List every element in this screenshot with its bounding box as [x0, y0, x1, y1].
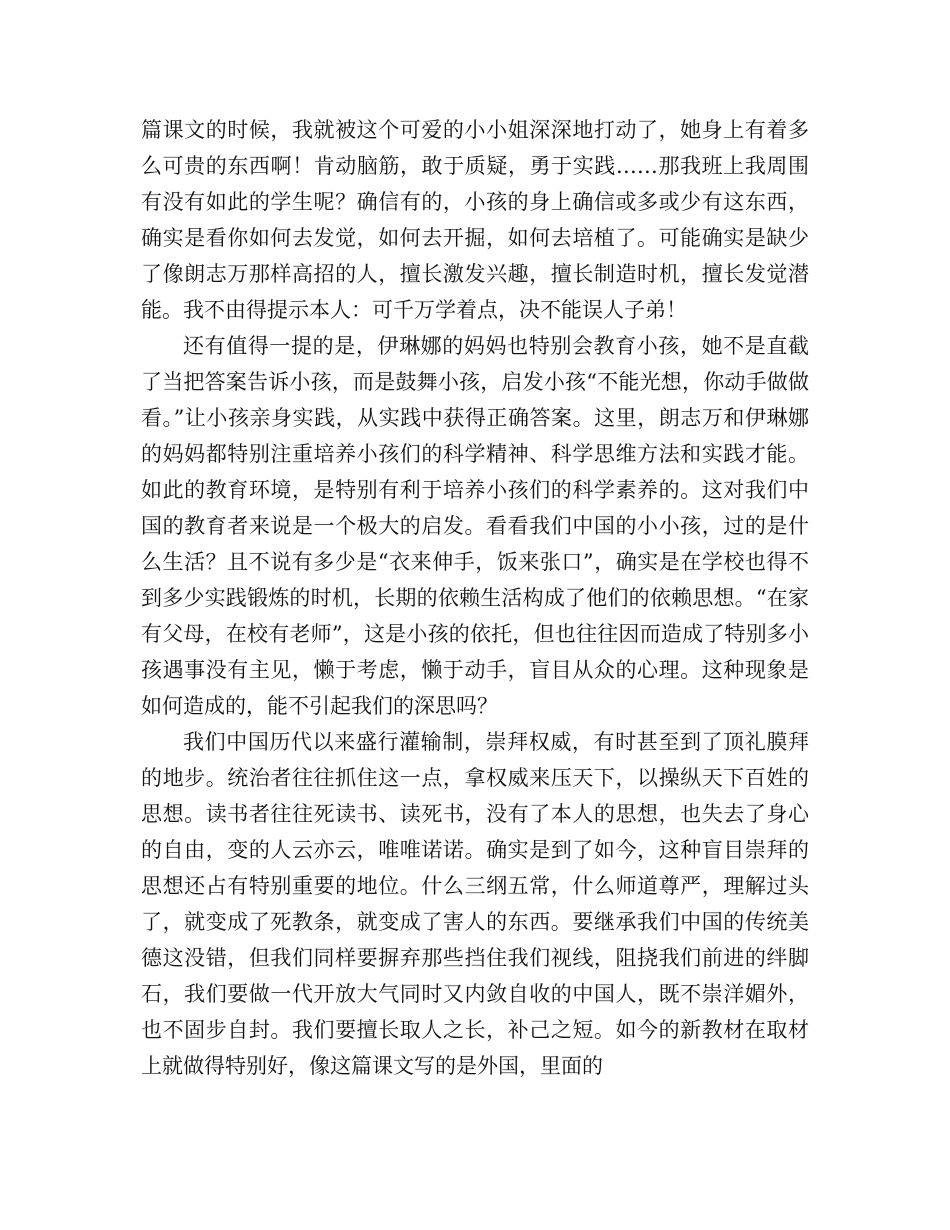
paragraph-1: 篇课文的时候，我就被这个可爱的小小姐深深地打动了，她身上有着多么可贵的东西啊！肯动脑筋，敢于质疑，勇于实践……那我班上我周围有没有如此的学生呢？确信有的，小孩的身上确信或多或少有这东西，确实是看你如何去发觉，如何去开掘，如何去培植了。可能确实是缺少了像朗志万那样高招的人，擅长激发兴趣，擅长制造时机，擅长发觉潜能。我不由得提示本人：可千万学着点，决不能误人子弟！	[141, 118, 809, 322]
paragraph-3: 我们中国历代以来盛行灌输制，崇拜权威，有时甚至到了顶礼膜拜的地步。统治者往往抓住这一点，拿权威来压天下，以操纵天下百姓的思想。读书者往往死读书、读死书，没有了本人的思想，也失去了身心的自由，变的人云亦云，唯唯诺诺。确实是到了如今，这种盲目崇拜的思想还占有特别重要的地位。什么三纲五常，什么师道尊严，理解过头了，就变成了死教条，就变成了害人的东西。要继承我们中国的传统美德这没错，但我们同样要摒弃那些挡住我们视线，阻挠我们前进的绊脚石，我们要做一代开放大气同时又内敛自收的中国人，既不崇洋媚外，也不固步自封。我们要擅长取人之长，补己之短。如今的新教材在取材上就做得特别好，像这篇课文写的是外国，里面的	[141, 730, 809, 1078]
paragraph-2: 还有值得一提的是，伊琳娜的妈妈也特别会教育小孩，她不是直截了当把答案告诉小孩，而是鼓舞小孩，启发小孩“不能光想，你动手做做看。”让小孩亲身实践，从实践中获得正确答案。这里，朗志万和伊琳娜的妈妈都特别注重培养小孩们的科学精神、科学思维方法和实践才能。如此的教育环境，是特别有利于培养小孩们的科学素养的。这对我们中国的教育者来说是一个极大的启发。看看我们中国的小小孩，过的是什么生活？且不说有多少是“衣来伸手，饭来张口”，确实是在学校也得不到多少实践锻炼的时机，长期的依赖生活构成了他们的依赖思想。“在家有父母，在校有老师”，这是小孩的依托，但也往往因而造成了特别多小孩遇事没有主见，懒于考虑，懒于动手，盲目从众的心理。这种现象是如何造成的，能不引起我们的深思吗？	[141, 334, 809, 718]
document-page	[141, 112, 809, 1084]
